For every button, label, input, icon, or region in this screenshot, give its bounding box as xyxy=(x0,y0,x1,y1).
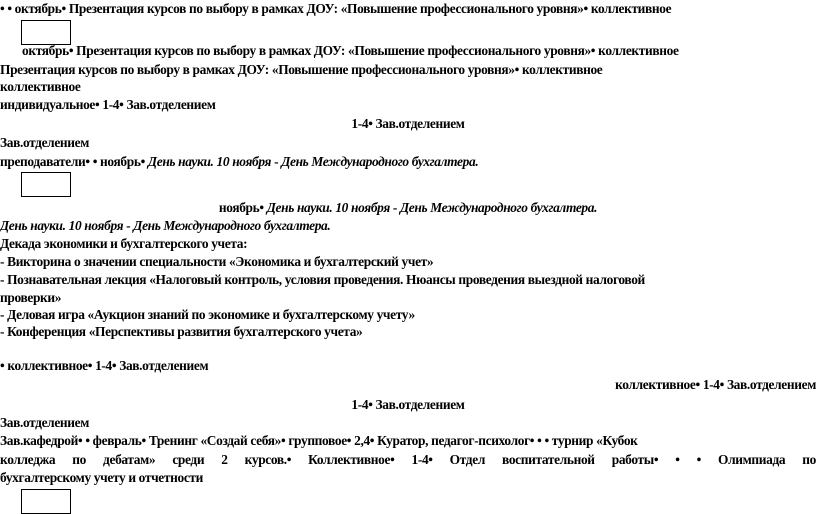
text-line-17: • коллективное• 1-4• Зав.отделением xyxy=(0,358,209,373)
text-line-23: бухгалтерскому учету и отчетности xyxy=(0,470,204,485)
text-line-10 xyxy=(0,217,816,235)
text-line-8-c: - xyxy=(271,154,282,169)
text-line-6: 1-4• Зав.отделением xyxy=(351,116,465,131)
text-line-16: - Конференция «Перспективы развития бухгалтерского учета» xyxy=(0,324,363,339)
text-line-8-b: День науки. 10 ноября xyxy=(147,154,272,169)
text-line-10-c: День Международного бухгалтера. xyxy=(133,218,331,233)
text-line-9-a: ноябрь• xyxy=(218,200,267,215)
text-line-13: - Познавательная лекция «Налоговый контроль, условия проведения. Нюансы проведения выездной налоговой xyxy=(0,272,645,287)
text-line-19: 1-4• Зав.отделением xyxy=(351,397,465,412)
text-line-7: Зав.отделением xyxy=(0,135,90,150)
text-line-3: Презентация курсов по выбору в рамках ДОУ: «Повышение профессионального уровня»• коллективное xyxy=(0,62,603,77)
text-line-9-d: День Международного бухгалтера. xyxy=(399,200,598,215)
text-line-11: Декада экономики и бухгалтерского учета: xyxy=(0,236,248,251)
text-line-8-a: преподаватели• • ноябрь• xyxy=(0,154,148,169)
text-line-5: индивидуальное• 1-4• Зав.отделением xyxy=(0,97,216,112)
text-line-8 xyxy=(0,153,816,171)
text-line-20: Зав.отделением xyxy=(0,415,90,430)
empty-frame-2 xyxy=(21,172,71,197)
empty-frame-3 xyxy=(21,489,71,514)
text-line-9 xyxy=(0,199,816,217)
text-line-18: коллективное• 1-4• Зав.отделением xyxy=(615,377,816,392)
text-line-9-b: День науки. 10 ноября xyxy=(266,200,390,215)
text-line-9-c: - xyxy=(389,200,400,215)
text-line-2: октябрь• Презентация курсов по выбору в рамках ДОУ: «Повышение профессионального уровня»• коллективное xyxy=(22,43,679,58)
text-line-8-d: День Международного бухгалтера. xyxy=(281,154,479,169)
text-line-15: - Деловая игра «Аукцион знаний по экономике и бухгалтерскому учету» xyxy=(0,307,415,322)
text-line-10-a: День науки. 10 ноября xyxy=(0,218,124,233)
text-line-1: • • октябрь• Презентация курсов по выбору в рамках ДОУ: «Повышение профессионального уровня»• коллективное xyxy=(0,1,672,16)
text-line-10-b: - xyxy=(123,218,134,233)
text-line-14: проверки» xyxy=(0,290,62,305)
text-line-4: коллективное xyxy=(0,79,81,94)
text-line-21: Зав.кафедрой• • февраль• Тренинг «Создай себя»• групповое• 2,4• Куратор, педагог-психолог• • • турнир «Кубок xyxy=(0,433,638,448)
text-line-22: колледжа по дебатам» среди 2 курсов.• Коллективное• 1-4• Отдел воспитательной работы• • • Олимпиада по xyxy=(0,452,816,467)
text-line-12: - Викторина о значении специальности «Экономика и бухгалтерский учет» xyxy=(0,254,434,269)
